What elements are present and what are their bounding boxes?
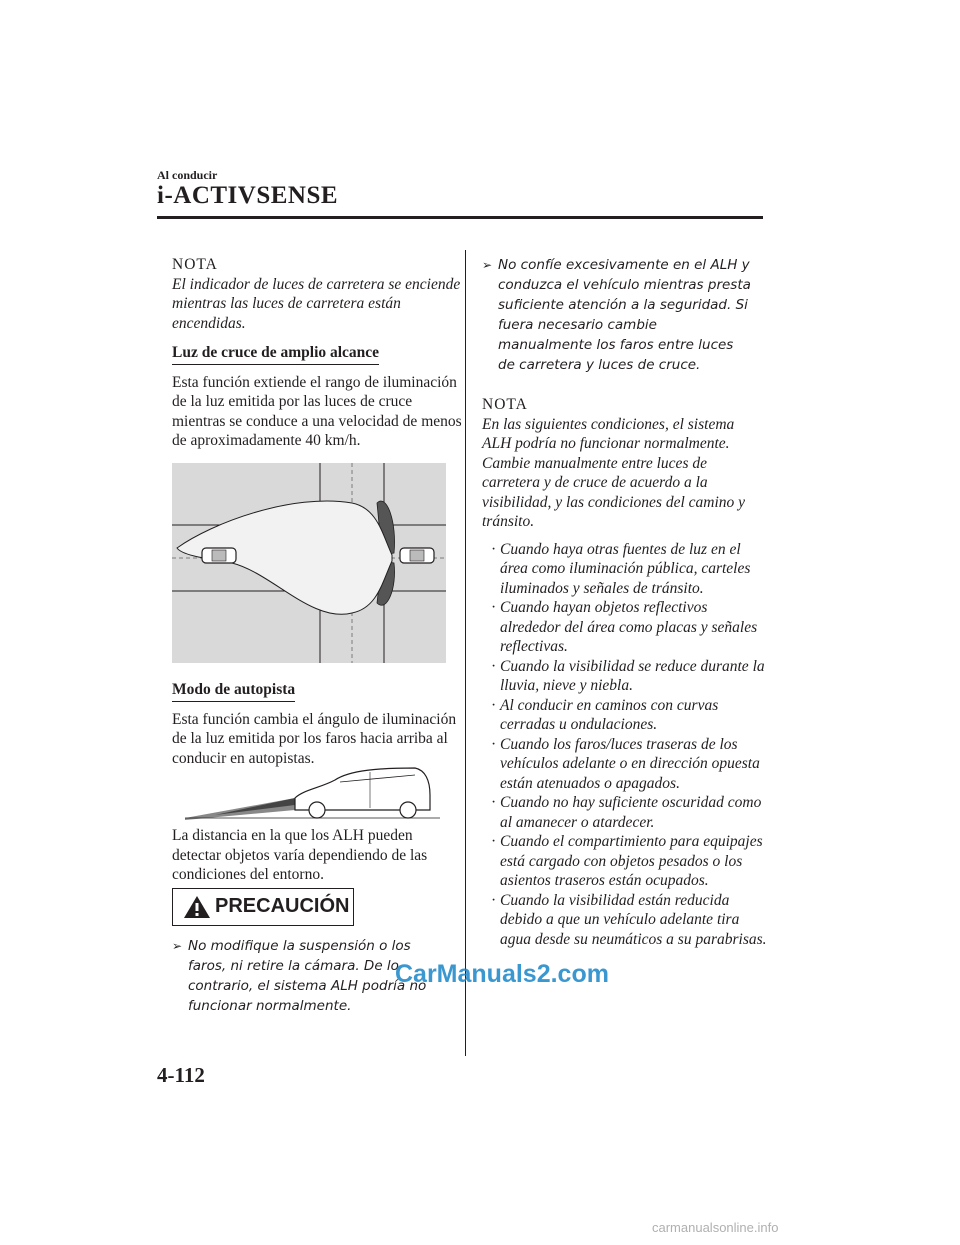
right-column-caution bbox=[482, 255, 754, 375]
left-column-top bbox=[172, 255, 462, 451]
bullet-icon: · bbox=[491, 657, 497, 675]
list-item-text: Cuando el compartimiento para equipajes está cargado con objetos pesados o los asientos traseros están ocupados. bbox=[500, 833, 763, 889]
subsection-heading-wide-beam: Luz de cruce de amplio alcance bbox=[172, 343, 379, 365]
subsection-heading-highway: Modo de autopista bbox=[172, 680, 295, 702]
list-item bbox=[482, 540, 767, 599]
arrow-right-icon: ➢ bbox=[482, 258, 493, 272]
highway-mode-diagram bbox=[185, 760, 440, 820]
nota-text: El indicador de luces de carretera se enciende mientras las luces de carretera están encendidas. bbox=[172, 275, 461, 332]
nota-text: En las siguientes condiciones, el sistema ALH podría no funcionar normalmente. Cambie manualmente entre luces de carretera y de cruce de acuerdo a la visibilidad, y las condiciones del camino y tránsito. bbox=[482, 415, 746, 530]
list-item-text: Cuando los faros/luces traseras de los vehículos adelante o en dirección opuesta están atenuados o apagados. bbox=[500, 735, 760, 792]
highway-description: Esta función cambia el ángulo de iluminación de la luz emitida por los faros hacia arriba al conducir en autopistas. bbox=[172, 710, 457, 767]
column-divider bbox=[465, 250, 466, 1056]
intersection-beam-diagram bbox=[172, 463, 446, 663]
warning-icon bbox=[183, 895, 211, 919]
list-item bbox=[482, 891, 767, 950]
caution-box bbox=[172, 888, 354, 926]
list-item-text: Cuando no hay suficiente oscuridad como al amanecer o atardecer. bbox=[500, 794, 762, 831]
bullet-icon: · bbox=[491, 735, 497, 753]
bullet-icon: · bbox=[491, 891, 497, 909]
nota-heading: NOTA bbox=[172, 256, 218, 273]
right-column-nota bbox=[482, 395, 767, 949]
site-watermark: carmanualsonline.info bbox=[652, 1220, 779, 1235]
bullet-icon: · bbox=[491, 540, 497, 558]
bullet-icon: · bbox=[491, 599, 497, 616]
header-rule bbox=[157, 216, 763, 219]
watermark[interactable]: CarManuals2.com bbox=[395, 960, 609, 988]
condition-list bbox=[482, 540, 767, 950]
distance-description: La distancia en la que los ALH pueden detectar objetos varía dependiendo de las condiciones del entorno. bbox=[172, 827, 428, 883]
list-item-text: Cuando hayan objetos reflectivos alrededor del área como placas y señales reflectivas. bbox=[500, 599, 758, 655]
list-item-text: Al conducir en caminos con curvas cerradas u ondulaciones. bbox=[500, 696, 719, 733]
bullet-icon: · bbox=[491, 833, 497, 850]
list-item-text: Cuando haya otras fuentes de luz en el área como iluminación pública, carteles iluminados y señales de tránsito. bbox=[500, 540, 751, 597]
list-item bbox=[482, 735, 767, 794]
bullet-icon: · bbox=[491, 794, 497, 811]
left-column-middle bbox=[172, 680, 462, 768]
running-head: Al conducir bbox=[157, 168, 218, 182]
arrow-right-icon: ➢ bbox=[172, 939, 183, 953]
caution-item-text: No confíe excesivamente en el ALH y conduzca el vehículo mientras presta suficiente atención a la seguridad. Si fuera necesario cambie manualmente los faros entre luces de carretera y luces de cruce. bbox=[498, 257, 751, 373]
list-item bbox=[482, 696, 767, 735]
caution-item bbox=[482, 255, 754, 375]
page-number: 4-112 bbox=[157, 1063, 205, 1087]
list-item-text: Cuando la visibilidad se reduce durante la lluvia, nieve y niebla. bbox=[500, 657, 765, 694]
nota-heading: NOTA bbox=[482, 396, 528, 413]
list-item-text: Cuando la visibilidad están reducida debido a que un vehículo adelante tira agua desde su neumáticos a su parabrisas. bbox=[500, 891, 767, 948]
left-column-distance bbox=[172, 826, 462, 885]
list-item bbox=[482, 832, 767, 891]
section-title: i-ACTIVSENSE bbox=[157, 182, 339, 209]
wide-beam-description: Esta función extiende el rango de iluminación de la luz emitida por las luces de cruce mientras se conduce a una velocidad de menos de aproximadamente 40 km/h. bbox=[172, 373, 462, 449]
caution-item-text: No modifique la suspensión o los faros, ni retire la cámara. De lo contrario, el sistema ALH podría no funcionar normalmente. bbox=[188, 938, 427, 1014]
caution-label: PRECAUCIÓN bbox=[215, 895, 350, 917]
list-item bbox=[482, 598, 767, 657]
bullet-icon: · bbox=[491, 696, 497, 714]
list-item bbox=[482, 793, 767, 832]
list-item bbox=[482, 657, 767, 696]
